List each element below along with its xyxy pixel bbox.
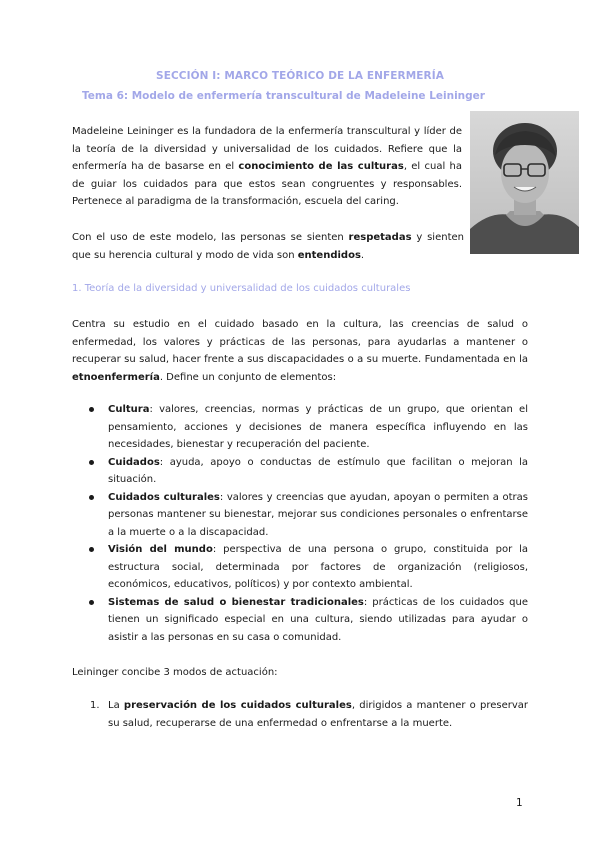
section-subheading: 1. Teoría de la diversidad y universalidad de los cuidados culturales [72,283,411,294]
bullet-icon [89,547,94,552]
intro-paragraph: Madeleine Leininger es la fundadora de la enfermería transcultural y líder de la teoría de la diversidad y universalidad de los cuidados. Refiere que la enfermería ha de basarse en el conocimiento de las culturas, el cual ha de guiar los cuidados para que estos sean congruentes y responsables. Pertenece al paradigma de la transformación, escuela del caring. [72,126,462,207]
usage-paragraph: Con el uso de este modelo, las personas se sienten respetadas y sienten que su herencia cultural y modo de vida son entendidos. [72,232,464,261]
list-item: Cultura: valores, creencias, normas y prácticas de un grupo, que orientan el pensamiento, acciones y decisiones de manera específica influyendo en las necesidades, bienestar y recuperación del paciente. [72,401,528,454]
portrait-photo [470,111,579,254]
section-title: SECCIÓN I: MARCO TEÓRICO DE LA ENFERMERÍA [156,70,444,82]
list-item: Sistemas de salud o bienestar tradicionales: prácticas de los cuidados que tienen un significado especial en una cultura, siendo utilizadas para ayudar o asistir a las personas en su casa o comunidad. [72,594,528,647]
page-number: 1 [516,797,523,809]
bullet-icon [89,407,94,412]
modes-list [72,697,528,732]
centra-paragraph: Centra su estudio en el cuidado basado en la cultura, las creencias de salud o enfermedad, los valores y prácticas de las personas, para ayudarlas a mantener o recuperar su salud, hacer frente a sus discapacidades o a su muerte. Fundamentada en la etnoenfermería. Define un conjunto de elementos: [72,319,528,383]
list-item: Visión del mundo: perspectiva de una persona o grupo, constituida por la estructura social, determinada por factores de organización (religiosos, económicos, educativos, políticos) y por contexto ambiental. [72,541,528,594]
bullet-icon [89,495,94,500]
elements-list [72,401,528,646]
topic-title: Tema 6: Modelo de enfermería transcultural de Madeleine Leininger [82,90,485,102]
list-item: Cuidados culturales: valores y creencias que ayudan, apoyan o permiten a otras personas mantener su bienestar, mejorar sus condiciones personales o enfrentarse a la muerte o a la discapacidad. [72,489,528,542]
bullet-icon [89,460,94,465]
modes-intro: Leininger concibe 3 modos de actuación: [72,667,278,678]
list-item: Cuidados: ayuda, apoyo o conductas de estímulo que facilitan o mejoran la situación. [72,454,528,489]
list-item: 1. La preservación de los cuidados culturales, dirigidos a mantener o preservar su salud, recuperarse de una enfermedad o enfrentarse a la muerte. [90,700,528,729]
bullet-icon [89,600,94,605]
portrait-image [470,111,579,254]
